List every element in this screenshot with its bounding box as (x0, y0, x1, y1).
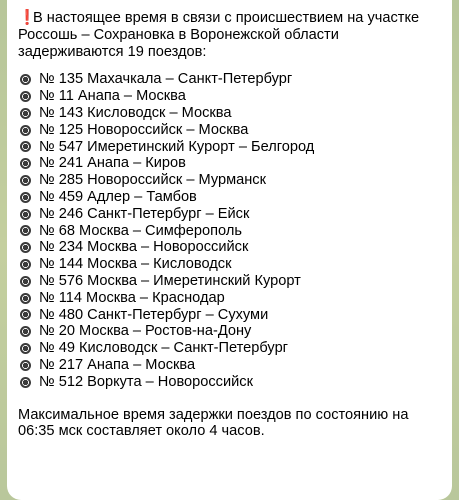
list-item (18, 307, 442, 324)
radio-bullet-icon (20, 125, 31, 136)
list-item (18, 256, 442, 273)
radio-bullet-icon (20, 91, 31, 102)
radio-bullet-icon (20, 192, 31, 203)
radio-bullet-icon (20, 326, 31, 337)
train-list (18, 71, 442, 390)
list-item (18, 172, 442, 189)
radio-bullet-icon (20, 175, 31, 186)
train-label: № 144 Москва – Кисловодск (39, 256, 232, 273)
radio-bullet-icon (20, 343, 31, 354)
radio-bullet-icon (20, 259, 31, 270)
train-label: № 285 Новороссийск – Мурманск (39, 172, 266, 189)
intro-line-3: задерживаются 19 поездов: (18, 43, 207, 60)
train-label: № 217 Анапа – Москва (39, 356, 196, 373)
train-label: № 114 Москва – Краснодар (39, 289, 225, 306)
footer-line-2: 06:35 мск составляет около 4 часов. (18, 423, 265, 440)
intro-line-2: Россошь – Сохрановка в Воронежской области (18, 26, 339, 43)
radio-bullet-icon (20, 209, 31, 220)
list-item (18, 155, 442, 172)
list-item (18, 122, 442, 139)
list-item (18, 206, 442, 223)
train-label: № 576 Москва – Имеретинский Курорт (39, 272, 301, 289)
train-label: № 20 Москва – Ростов-на-Дону (39, 323, 252, 340)
footer-line-1: Максимальное время задержки поездов по состоянию на (18, 406, 409, 423)
intro-line-1: В настоящее время в связи с происшествием на участке (33, 10, 420, 26)
message-footer (18, 407, 442, 441)
exclamation-icon: ❗ (18, 10, 37, 26)
list-item (18, 273, 442, 290)
train-label: № 68 Москва – Симферополь (39, 222, 242, 239)
message-intro (18, 10, 442, 60)
train-label: № 246 Санкт-Петербург – Ейск (39, 205, 250, 222)
radio-bullet-icon (20, 74, 31, 85)
list-item (18, 139, 442, 156)
train-label: № 234 Москва – Новороссийск (39, 239, 249, 256)
radio-bullet-icon (20, 141, 31, 152)
radio-bullet-icon (20, 242, 31, 253)
list-item (18, 105, 442, 122)
list-item (18, 223, 442, 240)
radio-bullet-icon (20, 293, 31, 304)
list-item (18, 189, 442, 206)
list-item (18, 290, 442, 307)
train-label: № 135 Махачкала – Санкт-Петербург (39, 71, 293, 88)
list-item (18, 374, 442, 391)
message-bubble (7, 0, 452, 500)
radio-bullet-icon (20, 225, 31, 236)
train-label: № 480 Санкт-Петербург – Сухуми (39, 306, 269, 323)
train-label: № 512 Воркута – Новороссийск (39, 373, 253, 390)
list-item (18, 88, 442, 105)
radio-bullet-icon (20, 360, 31, 371)
train-label: № 241 Анапа – Киров (39, 155, 186, 172)
radio-bullet-icon (20, 309, 31, 320)
list-item (18, 340, 442, 357)
list-item (18, 323, 442, 340)
train-label: № 459 Адлер – Тамбов (39, 188, 197, 205)
radio-bullet-icon (20, 158, 31, 169)
train-label: № 11 Анапа – Москва (39, 88, 186, 105)
list-item (18, 71, 442, 88)
train-label: № 125 Новороссийск – Москва (39, 121, 249, 138)
train-label: № 49 Кисловодск – Санкт-Петербург (39, 340, 289, 357)
list-item (18, 357, 442, 374)
radio-bullet-icon (20, 377, 31, 388)
train-label: № 143 Кисловодск – Москва (39, 104, 232, 121)
train-label: № 547 Имеретинский Курорт – Белгород (39, 138, 315, 155)
radio-bullet-icon (20, 108, 31, 119)
list-item (18, 239, 442, 256)
radio-bullet-icon (20, 276, 31, 287)
